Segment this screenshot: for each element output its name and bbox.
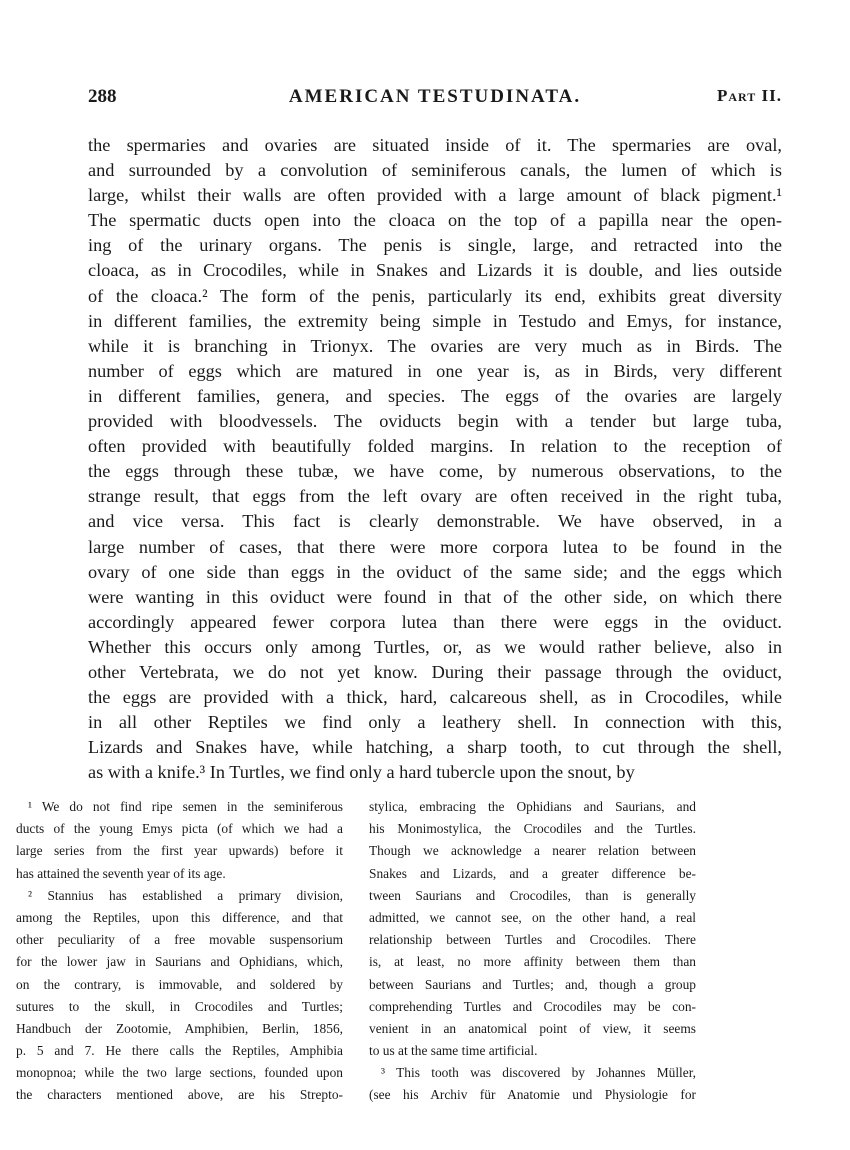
body-line: number of eggs which are matured in one year is, as in Birds, very different — [88, 360, 782, 381]
body-line: often provided with beautifully folded margins. In relation to the reception of — [88, 436, 782, 457]
footnote-line: ² Stannius has established a primary division, — [28, 887, 343, 903]
footnotes-left-column — [16, 796, 343, 1107]
body-line: The spermatic ducts open into the cloaca on the top of a papilla near the open- — [88, 210, 782, 231]
body-line: the eggs are provided with a thick, hard, calcareous shell, as in Crocodiles, while — [88, 687, 782, 708]
body-line: were wanting in this oviduct were found in that of the other side, on which there — [88, 586, 782, 607]
footnote-line: large series from the first year upwards) before it — [16, 843, 343, 859]
footnote-line: monopnoa; while the two large sections, founded upon — [16, 1065, 343, 1081]
body-line: large, whilst their walls are often provided with a large amount of black pigment.¹ — [88, 185, 782, 206]
footnote-line: the characters mentioned above, are his Strepto- — [16, 1087, 343, 1103]
body-line: in different families, genera, and species. The eggs of the ovaries are largely — [88, 385, 782, 406]
footnote-line: between Saurians and Turtles; and, though a group — [369, 976, 696, 992]
footnote-line: stylica, embracing the Ophidians and Saurians, and — [369, 799, 696, 814]
body-line: the spermaries and ovaries are situated inside of it. The spermaries are oval, — [88, 135, 782, 155]
footnote-line: Though we acknowledge a nearer relation between — [369, 843, 696, 859]
body-line: of the cloaca.² The form of the penis, particularly its end, exhibits great diversity — [88, 285, 782, 306]
part-label: Part II. — [716, 86, 782, 105]
footnotes-right-column — [369, 796, 696, 1107]
body-line: the eggs through these tubæ, we have come, by numerous observations, to the — [88, 461, 782, 482]
footnote-line: on the contrary, is immovable, and soldered by — [16, 976, 343, 992]
footnote-line: among the Reptiles, upon this difference, and that — [16, 909, 343, 925]
running-title: AMERICAN TESTUDINATA. — [288, 86, 582, 107]
page-header — [88, 86, 782, 116]
body-line: other Vertebrata, we do not yet know. During their passage through the oviduct, — [88, 661, 782, 682]
footnote-line: comprehending Turtles and Crocodiles may be con- — [369, 998, 696, 1014]
body-line: as with a knife.³ In Turtles, we find only a hard tubercle upon the snout, by — [88, 762, 635, 783]
footnote-line: (see his Archiv für Anatomie und Physiologie for — [369, 1087, 696, 1103]
footnote-line: p. 5 and 7. He there calls the Reptiles, Amphibia — [16, 1043, 343, 1059]
footnote-line: other peculiarity of a free movable suspensorium — [16, 932, 343, 948]
footnote-line: is, at least, no more affinity between them than — [369, 954, 696, 970]
footnote-line: for the lower jaw in Saurians and Ophidians, which, — [16, 954, 343, 970]
body-line: in different families, the extremity being simple in Testudo and Emys, for instance, — [88, 310, 782, 331]
footnote-line: Snakes and Lizards, and a greater difference be- — [369, 865, 696, 881]
body-text — [88, 133, 782, 785]
page — [88, 86, 782, 785]
footnote-line: ducts of the young Emys picta (of which we had a — [16, 821, 343, 837]
body-line: strange result, that eggs from the left ovary are often received in the right tuba, — [88, 486, 782, 507]
footnote-line: ¹ We do not find ripe semen in the seminiferous — [28, 799, 343, 814]
body-line: Whether this occurs only among Turtles, or, as we would rather believe, also in — [88, 636, 782, 657]
body-line: and vice versa. This fact is clearly demonstrable. We have observed, in a — [88, 511, 782, 532]
body-line: large number of cases, that there were more corpora lutea to be found in the — [88, 536, 782, 557]
body-line: Lizards and Snakes have, while hatching, a sharp tooth, to cut through the shell, — [88, 737, 782, 758]
footnote-line: venient in an anatomical point of view, it seems — [369, 1020, 696, 1036]
body-line: provided with bloodvessels. The oviducts begin with a tender but large tuba, — [88, 411, 782, 432]
body-line: cloaca, as in Crocodiles, while in Snakes and Lizards it is double, and lies outside — [88, 260, 782, 281]
footnote-line: to us at the same time artificial. — [369, 1043, 538, 1059]
footnote-line: his Monimostylica, the Crocodiles and the Turtles. — [369, 821, 696, 837]
footnote-line: ³ This tooth was discovered by Johannes Müller, — [381, 1065, 696, 1081]
body-line: ovary of one side than eggs in the oviduct of the same side; and the eggs which — [88, 561, 782, 582]
page-number: 288 — [88, 86, 117, 107]
footnote-line: has attained the seventh year of its age. — [16, 865, 226, 881]
footnote-line: sutures to the skull, in Crocodiles and Turtles; — [16, 998, 343, 1014]
footnote-line: Handbuch der Zootomie, Amphibien, Berlin, 1856, — [16, 1020, 343, 1036]
body-line: ing of the urinary organs. The penis is single, large, and retracted into the — [88, 235, 782, 256]
footnote-line: admitted, we cannot see, on the other hand, a real — [369, 909, 696, 925]
footnote-line: tween Saurians and Crocodiles, than is generally — [369, 887, 696, 903]
body-line: in all other Reptiles we find only a leathery shell. In connection with this, — [88, 712, 782, 733]
body-line: and surrounded by a convolution of seminiferous canals, the lumen of which is — [88, 160, 782, 181]
body-line: accordingly appeared fewer corpora lutea than there were eggs in the oviduct. — [88, 611, 782, 632]
footnotes — [16, 796, 696, 1107]
body-line: while it is branching in Trionyx. The ovaries are very much as in Birds. The — [88, 335, 782, 356]
footnote-line: relationship between Turtles and Crocodiles. There — [369, 932, 696, 948]
